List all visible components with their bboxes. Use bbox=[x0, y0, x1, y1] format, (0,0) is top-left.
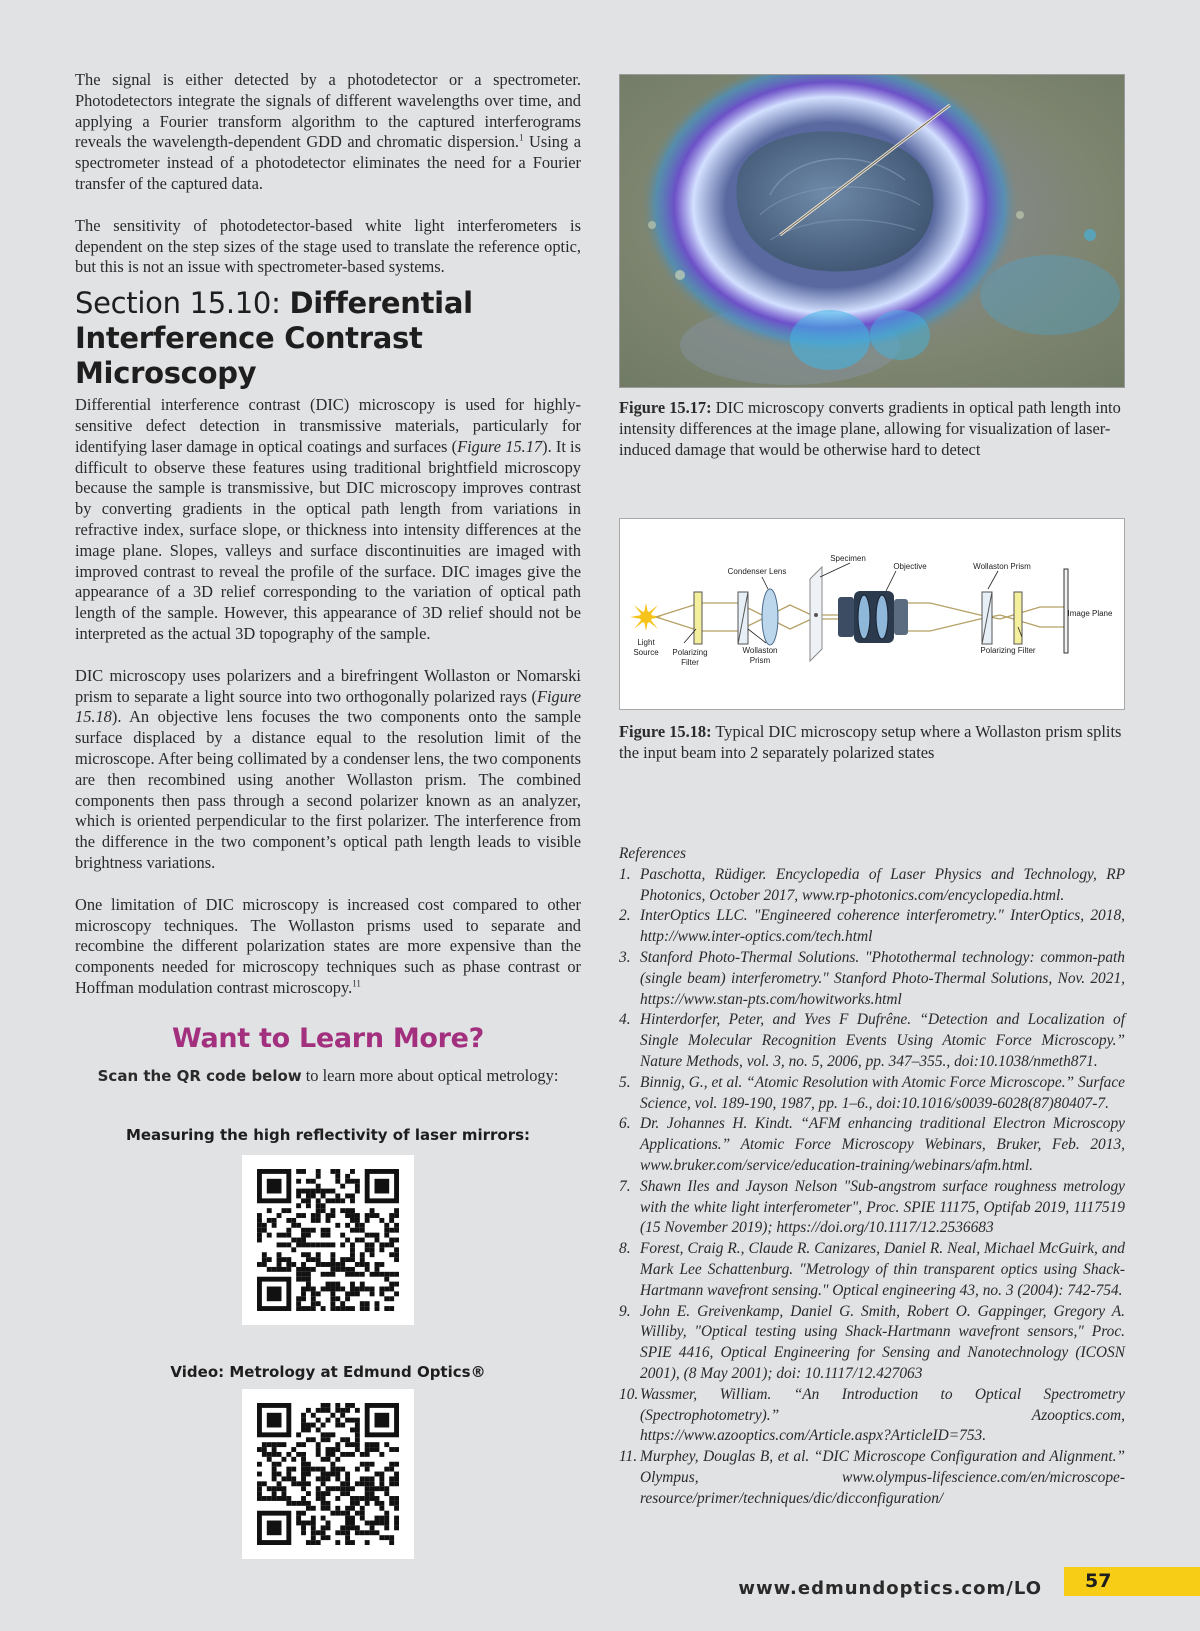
dic-setup-diagram bbox=[620, 519, 1124, 709]
reference-number: 8. bbox=[619, 1240, 631, 1258]
reference-text: John E. Greivenkamp, Daniel G. Smith, Robert O. Gappinger, Gregory A. Williby, "Optical testing using Shack-Hartmann wavefront sensors," Proc. SPIE 4416, Optical Engineering for Sensing and Nanotechnology (ICOSN 2001), (8 May 2001); doi: 10.1117/12.427063 bbox=[640, 1302, 1125, 1382]
paragraph-dic-intro bbox=[75, 395, 581, 645]
figure-15-17-caption bbox=[619, 398, 1125, 460]
reference-item bbox=[619, 1302, 1125, 1385]
figure-reference: Figure 15.17 bbox=[457, 436, 543, 456]
reference-number: 3. bbox=[619, 948, 631, 966]
label-wollaston: Wollaston bbox=[742, 646, 778, 656]
qr-code-video[interactable] bbox=[242, 1389, 414, 1559]
footer-url[interactable]: www.edmundoptics.com/LO bbox=[738, 1578, 1042, 1599]
paragraph-sensitivity: The sensitivity of photodetector-based white light interferometers is dependent on the step sizes of the stage used to translate the reference optic, but this is not an issue with spectrometer-based systems. bbox=[75, 215, 581, 277]
label-polarizing: Polarizing bbox=[672, 648, 708, 658]
paragraph-text: Differential interference contrast (DIC) microscopy is used for highly-sensitive defect detection in transmissive materials, particularly for identifying laser damage in optical coatings and surfaces ( bbox=[75, 395, 581, 456]
figure-label: Figure 15.17: bbox=[619, 398, 712, 417]
footnote-marker: 1 bbox=[519, 132, 524, 143]
paragraph-dic-method bbox=[75, 666, 581, 874]
scan-instruction-bold: Scan the QR code below bbox=[97, 1066, 302, 1085]
label-prism: Prism bbox=[749, 656, 771, 666]
label-wollaston-prism-top: Wollaston Prism bbox=[973, 562, 1031, 572]
reference-item bbox=[619, 1447, 1125, 1509]
label-polarizing-filter: Polarizing Filter bbox=[980, 646, 1036, 656]
reference-item bbox=[619, 1010, 1125, 1072]
reference-item bbox=[619, 1177, 1125, 1239]
reference-item bbox=[619, 865, 1125, 907]
scan-instruction-text: to learn more about optical metrology: bbox=[301, 1065, 559, 1085]
reference-number: 11. bbox=[619, 1448, 638, 1466]
reference-number: 6. bbox=[619, 1115, 631, 1133]
reference-text: Dr. Johannes H. Kindt. “AFM enhancing traditional Electron Microscopy Applications.” Atomic Force Microscopy Webinars, Bruker, Feb. 2013, www.bruker.com/service/education-training/webinars/afm.html. bbox=[640, 1115, 1125, 1174]
reference-text: Binnig, G., et al. “Atomic Resolution with Atomic Force Microscope.” Surface Science, vol. 189-190, 1987, pp. 1–6., doi:10.1016/s0039-6028(87)80407-7. bbox=[640, 1073, 1125, 1112]
label-objective: Objective bbox=[893, 562, 927, 572]
references-section bbox=[619, 844, 1125, 1510]
qr-caption-video: Video: Metrology at Edmund Optics® bbox=[170, 1362, 486, 1381]
reference-item bbox=[619, 1073, 1125, 1115]
reference-item bbox=[619, 1385, 1125, 1447]
label-condenser-lens: Condenser Lens bbox=[727, 567, 787, 577]
qr-code-image bbox=[257, 1169, 399, 1311]
learn-more-heading: Want to Learn More? bbox=[171, 1022, 485, 1054]
reference-text: Shawn Iles and Jayson Nelson "Sub-angstrom surface roughness metrology with the white light interferometer", Proc. SPIE 11175, Optifab 2019, 1117519 (15 November 2019); https://doi.org/10.1117/12.2536683 bbox=[640, 1177, 1125, 1237]
reference-text: Wassmer, William. “An Introduction to Optical Spectrometry (Spectrophotometry).” Azooptics.com, https://www.azooptics.com/Article.aspx?ArticleID=753. bbox=[640, 1385, 1125, 1445]
paragraph-dic-limitation bbox=[75, 895, 581, 999]
paragraph-text: One limitation of DIC microscopy is increased cost compared to other microscopy techniques. The Wollaston prisms used to separate and recombine the different polarization states are more expensive than the components needed for microscopy techniques such as phase contrast or Hoffman modulation contrast microscopy. bbox=[75, 894, 581, 997]
footnote-marker: 11 bbox=[352, 978, 361, 989]
reference-item bbox=[619, 1239, 1125, 1301]
paragraph-text: Using a spectrometer instead of a photodetector eliminates the need for a Fourier transfer of the captured data. bbox=[75, 132, 581, 193]
figure-label: Figure 15.18: bbox=[619, 722, 712, 742]
reference-text: Paschotta, Rüdiger. Encyclopedia of Laser Physics and Technology, RP Photonics, October 2017, www.rp-photonics.com/encyclopedia.html. bbox=[640, 865, 1125, 904]
qr-caption-mirrors: Measuring the high reflectivity of laser mirrors: bbox=[125, 1125, 531, 1144]
paragraph-signal-detection bbox=[75, 70, 581, 195]
references-title: References bbox=[619, 844, 686, 862]
laser-damage-micrograph bbox=[620, 75, 1125, 388]
references-list bbox=[619, 865, 1125, 1510]
section-heading bbox=[75, 286, 581, 391]
reference-text: Stanford Photo-Thermal Solutions. "Photothermal technology: common-path (single beam) interferometry." Stanford Photo-Thermal Solutions, Nov. 2021, https://www.stan-pts.com/howitworks.html bbox=[640, 948, 1125, 1008]
reference-text: Forest, Craig R., Claude R. Canizares, Daniel R. Neal, Michael McGuirk, and Mark Lee Schattenburg. "Metrology of thin transparent optics using Shack-Hartmann wavefront sensing." Optical engineering 43, no. 3 (2004): 742-754. bbox=[640, 1240, 1125, 1299]
reference-number: 5. bbox=[619, 1073, 631, 1091]
reference-number: 9. bbox=[619, 1302, 631, 1320]
caption-text: Typical DIC microscopy setup where a Wollaston prism splits the input beam into 2 separately polarized states bbox=[619, 722, 1122, 763]
label-light: Light bbox=[637, 638, 655, 648]
paragraph-text: ). It is difficult to observe these features using traditional brightfield microscopy because the sample is transmissive, but DIC microscopy improves contrast by converting gradients in the optical path length from variations in refractive index, surface slope, or thickness into intensity differences at the image plane. Slopes, valleys and surface discontinuities are imaged with improved contrast to reveal the profile of the surface. DIC images give the appearance of a 3D relief corresponding to the variation of optical path length of the sample. However, this appearance of 3D relief should not be interpreted as the actual 3D topography of the sample. bbox=[75, 436, 581, 643]
reference-number: 4. bbox=[619, 1011, 631, 1029]
figure-reference: Figure 15.18 bbox=[75, 686, 581, 727]
label-source: Source bbox=[633, 648, 659, 658]
reference-text: InterOptics LLC. "Engineered coherence interferometry." InterOptics, 2018, http://www.inter-optics.com/tech.html bbox=[640, 907, 1125, 946]
reference-number: 1. bbox=[619, 865, 631, 883]
label-filter: Filter bbox=[681, 658, 699, 668]
figure-dic-diagram bbox=[619, 518, 1125, 710]
caption-text: DIC microscopy converts gradients in optical path length into intensity differences at the image plane, allowing for visualization of laser-induced damage that would be otherwise hard to detect bbox=[619, 398, 1121, 459]
reference-number: 2. bbox=[619, 907, 631, 925]
figure-dic-photo bbox=[619, 74, 1125, 388]
paragraph-text: ). An objective lens focuses the two components onto the sample surface displaced by a distance equal to the resolution limit of the microscope. After being collimated by a condenser lens, the two components are then recombined using another Wollaston prism. The combined components then pass through a second polarizer known as an analyzer, which is oriented perpendicular to the first polarizer. The interference from the difference in the two component’s optical path length leads to visible brightness variations. bbox=[75, 707, 581, 872]
qr-code-mirrors[interactable] bbox=[242, 1155, 414, 1325]
section-title-part: Interference Contrast Microscopy bbox=[75, 321, 423, 391]
scan-instruction bbox=[75, 1066, 581, 1086]
label-specimen: Specimen bbox=[830, 554, 866, 564]
reference-item bbox=[619, 948, 1125, 1010]
left-column bbox=[75, 70, 581, 1559]
right-column bbox=[619, 74, 1125, 1509]
page-number: 57 bbox=[1064, 1567, 1200, 1596]
paragraph-text: The signal is either detected by a photodetector or a spectrometer. Photodetectors integrate the signals of different wavelengths over time, and applying a Fourier transform algorithm to the captured interferograms reveals the wavelength-dependent GDD and chromatic dispersion. bbox=[75, 70, 581, 152]
reference-item bbox=[619, 906, 1125, 948]
reference-number: 10. bbox=[619, 1385, 639, 1403]
section-title-part: Differential bbox=[289, 286, 473, 321]
reference-item bbox=[619, 1114, 1125, 1176]
figure-15-18-caption bbox=[619, 722, 1125, 764]
reference-text: Hinterdorfer, Peter, and Yves F Dufrêne. “Detection and Localization of Single Molecular Recognition Events Using Atomic Force Microscopy.” Nature Methods, vol. 3, no. 5, 2006, pp. 347–355., doi:10.1038/nmeth871. bbox=[640, 1011, 1125, 1070]
label-image-plane: Image Plane bbox=[1067, 609, 1113, 619]
section-number: Section 15.10: bbox=[75, 286, 290, 321]
qr-code-image bbox=[257, 1403, 399, 1545]
reference-number: 7. bbox=[619, 1177, 631, 1195]
paragraph-text: DIC microscopy uses polarizers and a birefringent Wollaston or Nomarski prism to separate a light source into two orthogonally polarized rays ( bbox=[75, 665, 581, 706]
reference-text: Murphey, Douglas B, et al. “DIC Microscope Configuration and Alignment.” Olympus, www.olympus-lifescience.com/en/microscope-resource/primer/techniques/dic/dicconfiguration/ bbox=[640, 1448, 1125, 1507]
